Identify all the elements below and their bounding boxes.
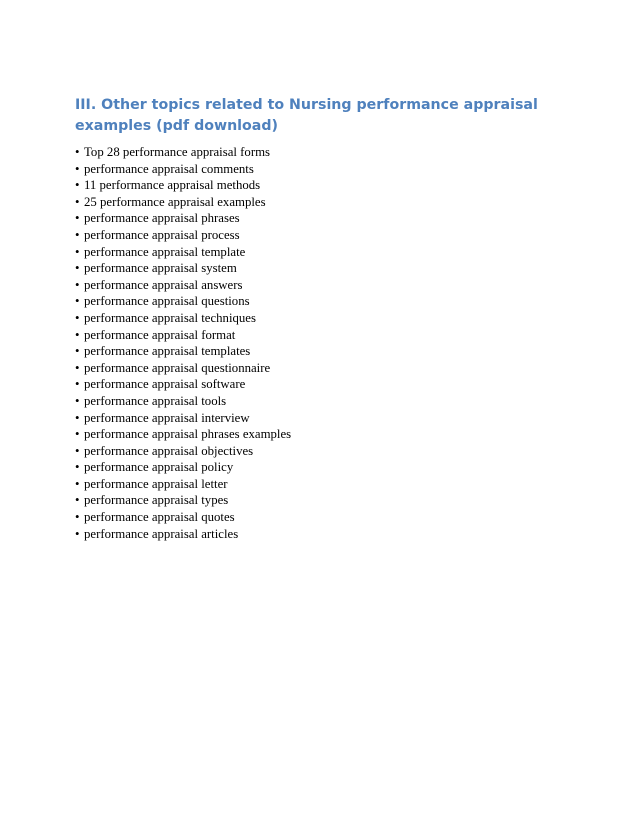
topic-text: performance appraisal interview xyxy=(84,410,250,425)
topic-list-item xyxy=(75,177,291,194)
bullet-icon: • xyxy=(75,194,80,209)
bullet-icon: • xyxy=(75,227,80,242)
topic-text: performance appraisal comments xyxy=(84,161,254,176)
topic-list-item xyxy=(75,327,291,344)
topic-list-item xyxy=(75,161,291,178)
topic-text: performance appraisal types xyxy=(84,493,229,508)
topic-list-item xyxy=(75,426,291,443)
topic-list-item xyxy=(75,244,291,261)
bullet-icon: • xyxy=(75,244,80,259)
topic-list-item xyxy=(75,260,291,277)
topic-list-item xyxy=(75,393,291,410)
topic-text: performance appraisal template xyxy=(84,244,246,259)
topic-list-item xyxy=(75,310,291,327)
topic-text: performance appraisal format xyxy=(84,327,236,342)
topic-text: performance appraisal policy xyxy=(84,460,234,475)
bullet-icon: • xyxy=(75,344,80,359)
bullet-icon: • xyxy=(75,277,80,292)
bullet-icon: • xyxy=(75,178,80,193)
topic-list-item xyxy=(75,210,291,227)
bullet-icon: • xyxy=(75,460,80,475)
bullet-icon: • xyxy=(75,360,80,375)
topic-text: performance appraisal phrases examples xyxy=(84,427,292,442)
topic-list-item xyxy=(75,509,291,526)
topic-text: performance appraisal phrases xyxy=(84,211,240,226)
topic-text: performance appraisal techniques xyxy=(84,310,256,325)
topic-text: performance appraisal quotes xyxy=(84,510,235,525)
topic-text: 11 performance appraisal methods xyxy=(84,178,261,193)
topic-text: performance appraisal tools xyxy=(84,393,227,408)
section-heading: III. Other topics related to Nursing performance appraisal examples (pdf download) xyxy=(75,97,538,134)
bullet-icon: • xyxy=(75,261,80,276)
bullet-icon: • xyxy=(75,294,80,309)
bullet-icon: • xyxy=(75,161,80,176)
topic-text: performance appraisal objectives xyxy=(84,443,254,458)
bullet-icon: • xyxy=(75,327,80,342)
bullet-icon: • xyxy=(75,476,80,491)
bullet-icon: • xyxy=(75,510,80,525)
topic-list-item xyxy=(75,443,291,460)
topic-list-item xyxy=(75,194,291,211)
bullet-icon: • xyxy=(75,211,80,226)
bullet-icon: • xyxy=(75,145,80,159)
topic-list-item xyxy=(75,526,291,543)
bullet-icon: • xyxy=(75,526,80,541)
topic-list-item xyxy=(75,410,291,427)
topic-list-item xyxy=(75,227,291,244)
topic-text: Top 28 performance appraisal forms xyxy=(84,145,271,159)
topic-list-item xyxy=(75,343,291,360)
bullet-icon: • xyxy=(75,377,80,392)
topic-text: performance appraisal letter xyxy=(84,476,228,491)
bullet-icon: • xyxy=(75,443,80,458)
topic-text: performance appraisal questionnaire xyxy=(84,360,271,375)
topic-list-item xyxy=(75,277,291,294)
topic-text: performance appraisal process xyxy=(84,227,240,242)
topic-text: performance appraisal articles xyxy=(84,526,239,541)
topic-list-item xyxy=(75,459,291,476)
topic-text: 25 performance appraisal examples xyxy=(84,194,266,209)
bullet-icon: • xyxy=(75,410,80,425)
topic-list-item xyxy=(75,376,291,393)
topic-text: performance appraisal answers xyxy=(84,277,243,292)
topic-text: performance appraisal software xyxy=(84,377,246,392)
topic-list-item xyxy=(75,293,291,310)
topic-list-item xyxy=(75,144,291,161)
bullet-icon: • xyxy=(75,493,80,508)
topic-list-item xyxy=(75,476,291,493)
topic-text: performance appraisal system xyxy=(84,261,237,276)
topic-text: performance appraisal questions xyxy=(84,294,250,309)
topic-list-item xyxy=(75,360,291,377)
topic-list xyxy=(75,144,291,542)
bullet-icon: • xyxy=(75,310,80,325)
bullet-icon: • xyxy=(75,393,80,408)
bullet-icon: • xyxy=(75,427,80,442)
topic-list-item xyxy=(75,492,291,509)
topic-text: performance appraisal templates xyxy=(84,344,251,359)
